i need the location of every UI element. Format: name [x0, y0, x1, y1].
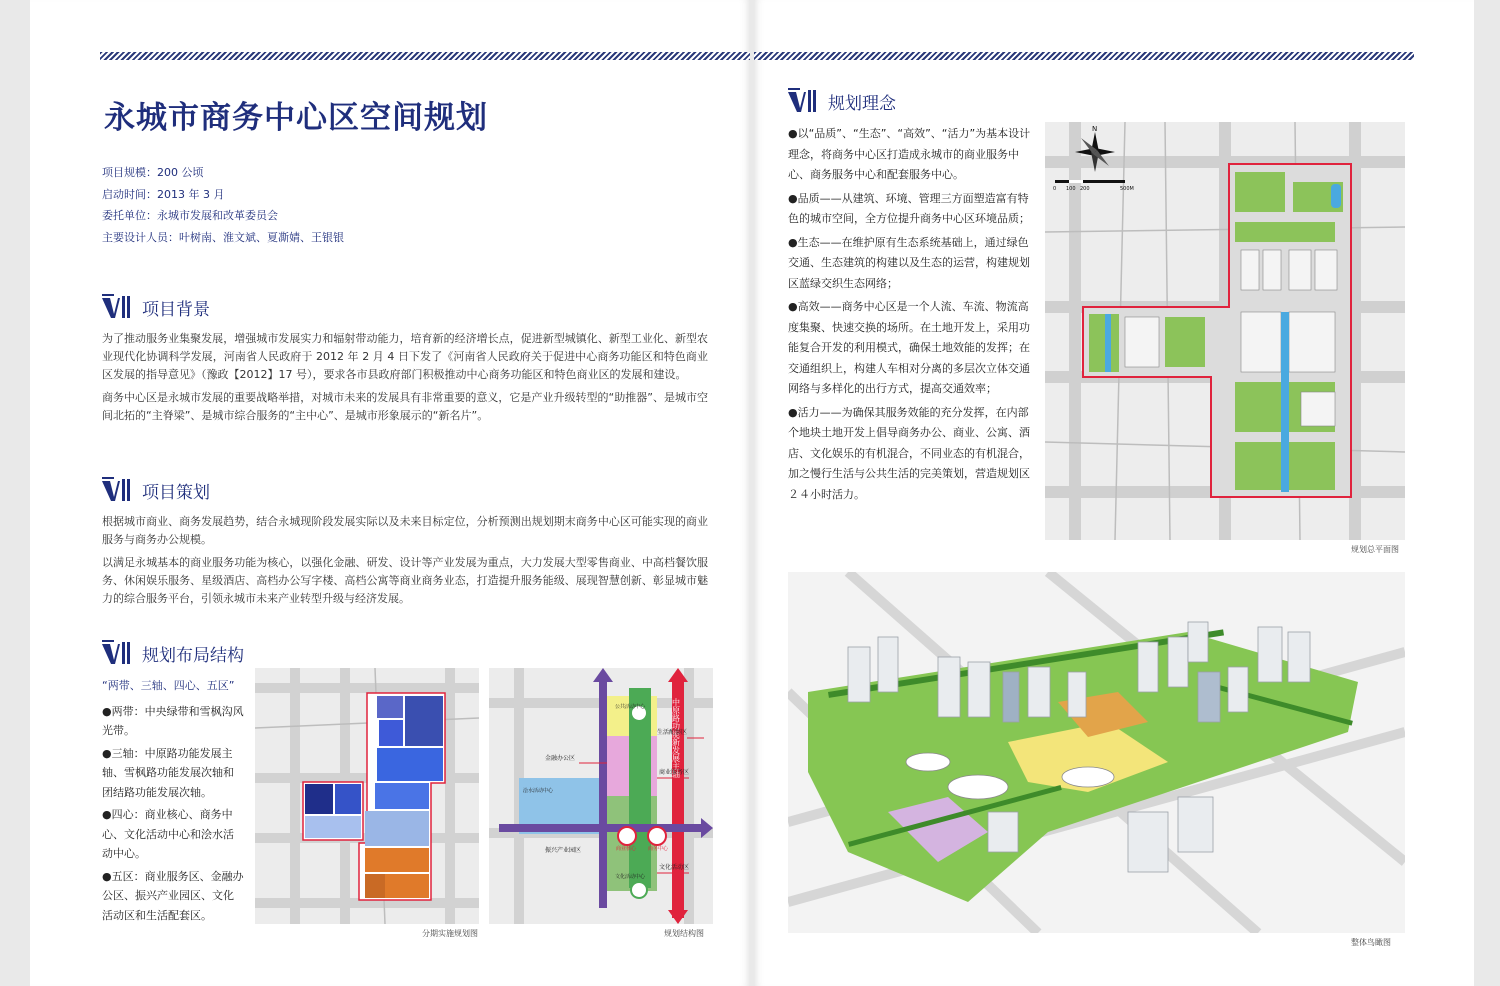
label-public-center: 公共活动中心 — [615, 704, 646, 710]
brand-logo-icon — [102, 477, 132, 503]
meta-scale: 项目规模：200 公顷 — [102, 166, 204, 179]
label-industry-zone: 振兴产业园区 — [545, 847, 582, 854]
north-label: N — [1092, 125, 1098, 133]
label-commerce-core: 商业核心 — [616, 846, 637, 852]
right-page — [754, 0, 1474, 986]
aerial-view-caption: 整体鸟瞰图 — [1351, 938, 1391, 947]
aerial-view-image — [788, 572, 1405, 933]
concept-item-5: ●活力——为确保其服务效能的充分发挥，在内部个地块土地开发上倡导商务办公、商业、公寓、酒店、文化娱乐的有机混合，不同业态的有机混合，加之慢行生活与公共生活的完美策划，营造规划区２４小时活力。 — [788, 405, 1030, 501]
meta-client: 委托单位：永城市发展和改革委员会 — [102, 209, 278, 222]
planning-paragraph-1: 根据城市商业、商务发展趋势，结合永城现阶段发展实际以及未来目标定位，分析预测出规划期末商务中心区可能实现的商业服务与商务办公规模。 — [102, 515, 708, 546]
concept-list — [788, 124, 1036, 508]
background-paragraph-2: 商务中心区是永城市发展的重要战略举措，对城市未来的发展具有非常重要的意义，它是产业升级转型的“助推器”、是城市空间北拓的“主脊梁”、是城市综合服务的“主中心”、是城市形象展示的“新名片”。 — [102, 391, 708, 422]
brand-logo-icon — [102, 294, 132, 320]
project-meta — [102, 162, 344, 248]
planning-paragraph-2: 以满足永城基本的商业服务功能为核心，以强化金融、研发、设计等产业发展为重点，大力发展大型零售商业、中高档餐饮服务、休闲娱乐服务、星级酒店、高档办公写字楼、高档公寓等商业商务业态，打造提升服务能级、展现智慧创新、彰显城市魅力的综合服务平台，引领永城市未来产业转型升级与经济发展。 — [102, 556, 708, 605]
label-commerce-zone: 商业服务区 — [659, 769, 690, 776]
section-title-layout: 规划布局结构 — [142, 645, 244, 666]
phase-plan-map — [255, 668, 479, 924]
concept-item-3: ●生态——在维护原有生态系统基础上，通过绿色交通、生态建筑的构建以及生态的运营，构建规划区蓝绿交织生态网络； — [788, 235, 1030, 290]
header-hatch-band — [100, 52, 750, 60]
section-head-planning — [102, 477, 210, 503]
left-page — [30, 0, 750, 986]
label-finance-zone: 金融办公区 — [545, 755, 576, 762]
scale-label-100: 100 — [1066, 186, 1076, 192]
scale-label-200: 200 — [1080, 186, 1090, 192]
layout-item-3: ●四心：商业核心、商务中心、文化活动中心和浍水活动中心。 — [102, 808, 234, 860]
section-title-background: 项目背景 — [142, 299, 210, 320]
concept-item-2: ●品质——从建筑、环境、管理三方面塑造富有特色的城市空间，全方位提升商务中心区环境品质； — [788, 191, 1030, 225]
label-business-center: 商务中心 — [648, 846, 669, 852]
concept-item-1: ●以“品质”、“生态”、“高效”、“活力”为基本设计理念，将商务中心区打造成永城市的商业服务中心、商务服务中心和配套服务中心。 — [788, 127, 1031, 181]
meta-designers: 主要设计人员：叶树南、淮文斌、夏凘婧、王银银 — [102, 230, 344, 244]
label-living-zone: 生活配套区 — [657, 729, 688, 736]
section-head-background — [102, 294, 210, 320]
meta-start: 启动时间：2013 年 3 月 — [102, 187, 225, 201]
concept-item-4: ●高效——商务中心区是一个人流、车流、物流高度集聚、快速交换的场所。在土地开发上，采用功能复合开发的利用模式，确保土地效能的发挥；在交通组织上，构建人车相对分离的多层次立体交通网络与多样化的出行方式，提高交通效率； — [788, 300, 1030, 395]
section-head-concept — [788, 88, 896, 114]
brand-logo-icon — [102, 640, 132, 666]
brand-logo-icon — [788, 88, 818, 114]
north-arrow-icon — [1075, 132, 1115, 172]
master-plan-caption: 规划总平面图 — [1351, 545, 1399, 554]
planning-text — [102, 513, 708, 613]
label-culture-zone: 文化活动区 — [659, 864, 690, 871]
layout-item-1: ●两带：中央绿带和雪枫沟风光带。 — [102, 704, 244, 737]
section-head-layout — [102, 640, 244, 666]
page-title: 永城市商务中心区空间规划 — [104, 100, 488, 136]
scale-label-0: 0 — [1053, 186, 1057, 192]
layout-item-4: ●五区：商业服务区、金融办公区、振兴产业园区、文化活动区和生活配套区。 — [102, 869, 244, 922]
label-main-axis: 中原路功能新发展主轴 — [671, 698, 681, 778]
label-culture-center: 文化活动中心 — [615, 874, 646, 880]
layout-list — [102, 676, 244, 928]
layout-item-2: ●三轴：中原路功能发展主轴、雪枫路功能发展次轴和团结路功能发展次轴。 — [102, 746, 234, 799]
master-plan-map — [1045, 122, 1405, 540]
background-text — [102, 330, 708, 430]
structure-plan-caption: 规划结构图 — [664, 929, 704, 938]
label-river-center: 浍水活动中心 — [523, 788, 554, 794]
header-hatch-band — [754, 52, 1414, 60]
background-paragraph-1: 为了推动服务业集聚发展，增强城市发展实力和辐射带动能力，培育新的经济增长点，促进新型城镇化、新型工业化、新型农业现代化协调科学发展，河南省人民政府于 2012 年 2 月 4 日下发了《河南省人民政府关于促进中心商务功能区和特色商业区发展的指导意见》（豫政【2012】17 号），要求各市县政府部门积极推动中心商务功能区和特色商业区的发展和建设。 — [102, 332, 708, 381]
scale-label-500: 500M — [1120, 186, 1134, 192]
section-title-planning: 项目策划 — [142, 482, 210, 503]
layout-quote: “两带、三轴、四心、五区” — [102, 679, 235, 692]
structure-plan-map — [489, 668, 713, 924]
phase-plan-caption: 分期实施规划图 — [422, 929, 478, 938]
section-title-concept: 规划理念 — [828, 93, 896, 114]
